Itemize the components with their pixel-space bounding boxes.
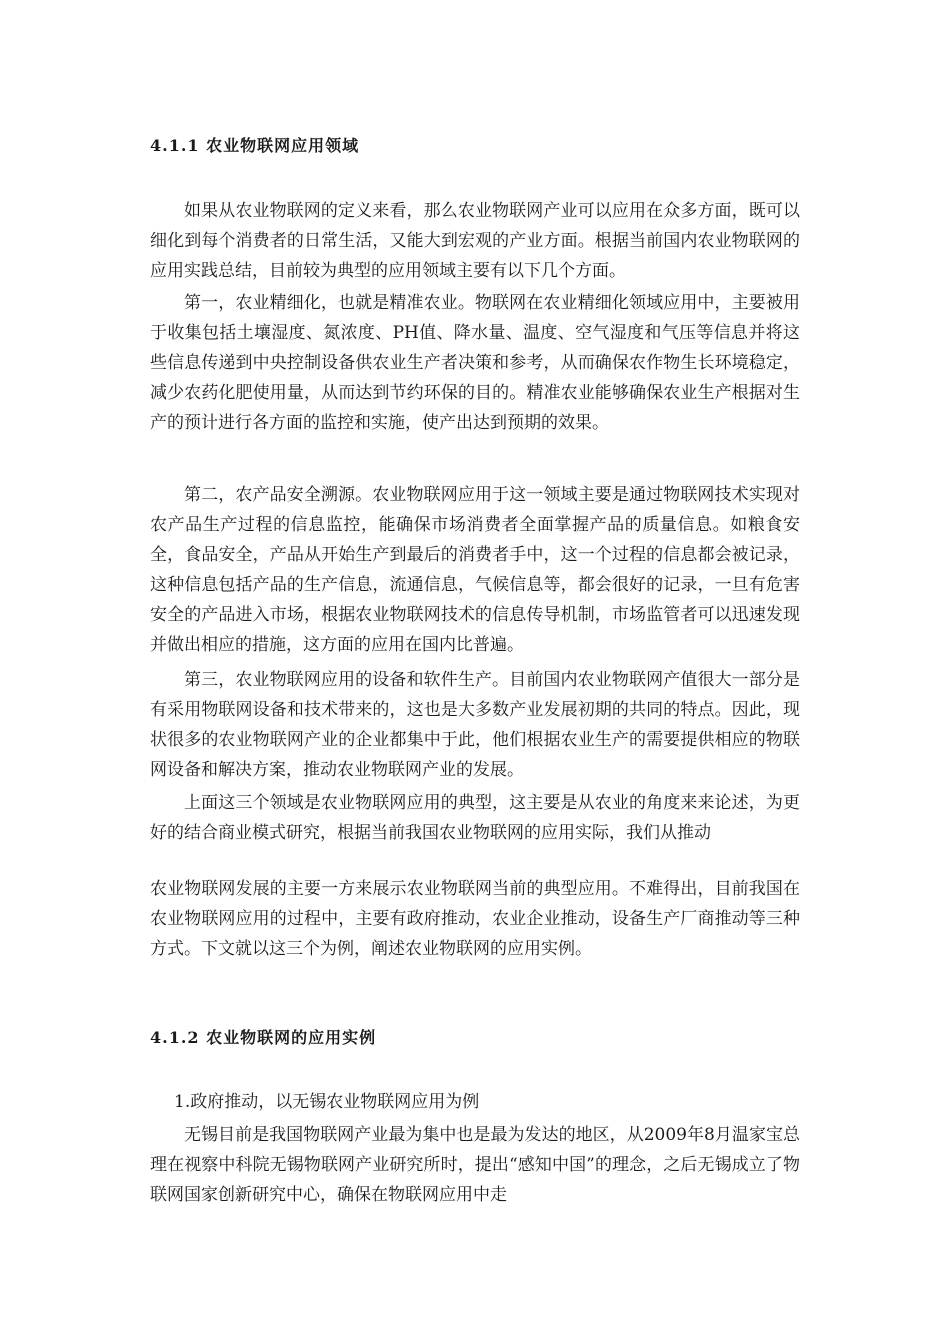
paragraph-continuation: 农业物联网发展的主要一方来展示农业物联网当前的典型应用。不难得出，目前我国在农业物联网应用的过程中，主要有政府推动，农业企业推动，设备生产厂商推动等三种方式。下文就以这三个为例，阐述农业物联网的应用实例。 [150,879,800,959]
section-heading-4-1-1: 4.1.1 农业物联网应用领域 [150,136,360,155]
paragraph-traceability: 第二，农产品安全溯源。农业物联网应用于这一领域主要是通过物联网技术实现对农产品生产过程的信息监控，能确保市场消费者全面掌握产品的质量信息。如粮食安全，食品安全，产品从开始生产到最后的消费者手中，这一个过程的信息都会被记录，这种信息包括产品的生产信息，流通信息，气候信息等，都会很好的记录，一旦有危害安全的产品进入市场，根据农业物联网技术的信息传导机制，市场监管者可以迅速发现并做出相应的措施，这方面的应用在国内比普遍。 [150,485,800,655]
paragraph-wuxi: 无锡目前是我国物联网产业最为集中也是最为发达的地区，从2009年8月温家宝总理在视察中科院无锡物联网产业研究所时，提出“感知中国”的理念，之后无锡成立了物联网国家创新研究中心，确保在物联网应用中走 [150,1125,800,1205]
paragraph-summary: 上面这三个领域是农业物联网应用的典型，这主要是从农业的角度来来论述，为更好的结合商业模式研究，根据当前我国农业物联网的应用实际，我们从推动 [150,793,800,843]
paragraph-devices-software: 第三，农业物联网应用的设备和软件生产。目前国内农业物联网产值很大一部分是有采用物联网设备和技术带来的，这也是大多数产业发展初期的共同的特点。因此，现状很多的农业物联网产业的企业都集中于此，他们根据农业生产的需要提供相应的物联网设备和解决方案，推动农业物联网产业的发展。 [150,670,800,780]
list-item-title-1: 1.政府推动，以无锡农业物联网应用为例 [174,1092,480,1112]
section-heading-4-1-2: 4.1.2 农业物联网的应用实例 [150,1028,377,1047]
paragraph-intro: 如果从农业物联网的定义来看，那么农业物联网产业可以应用在众多方面，既可以细化到每个消费者的日常生活，又能大到宏观的产业方面。根据当前国内农业物联网的应用实践总结，目前较为典型的应用领域主要有以下几个方面。 [150,201,800,281]
paragraph-precision-agriculture: 第一，农业精细化，也就是精准农业。物联网在农业精细化领域应用中，主要被用于收集包括土壤湿度、氮浓度、PH值、降水量、温度、空气湿度和气压等信息并将这些信息传递到中央控制设备供农业生产者决策和参考，从而确保农作物生长环境稳定，减少农药化肥使用量，从而达到节约环保的目的。精准农业能够确保农业生产根据对生产的预计进行各方面的监控和实施，使产出达到预期的效果。 [150,293,800,433]
